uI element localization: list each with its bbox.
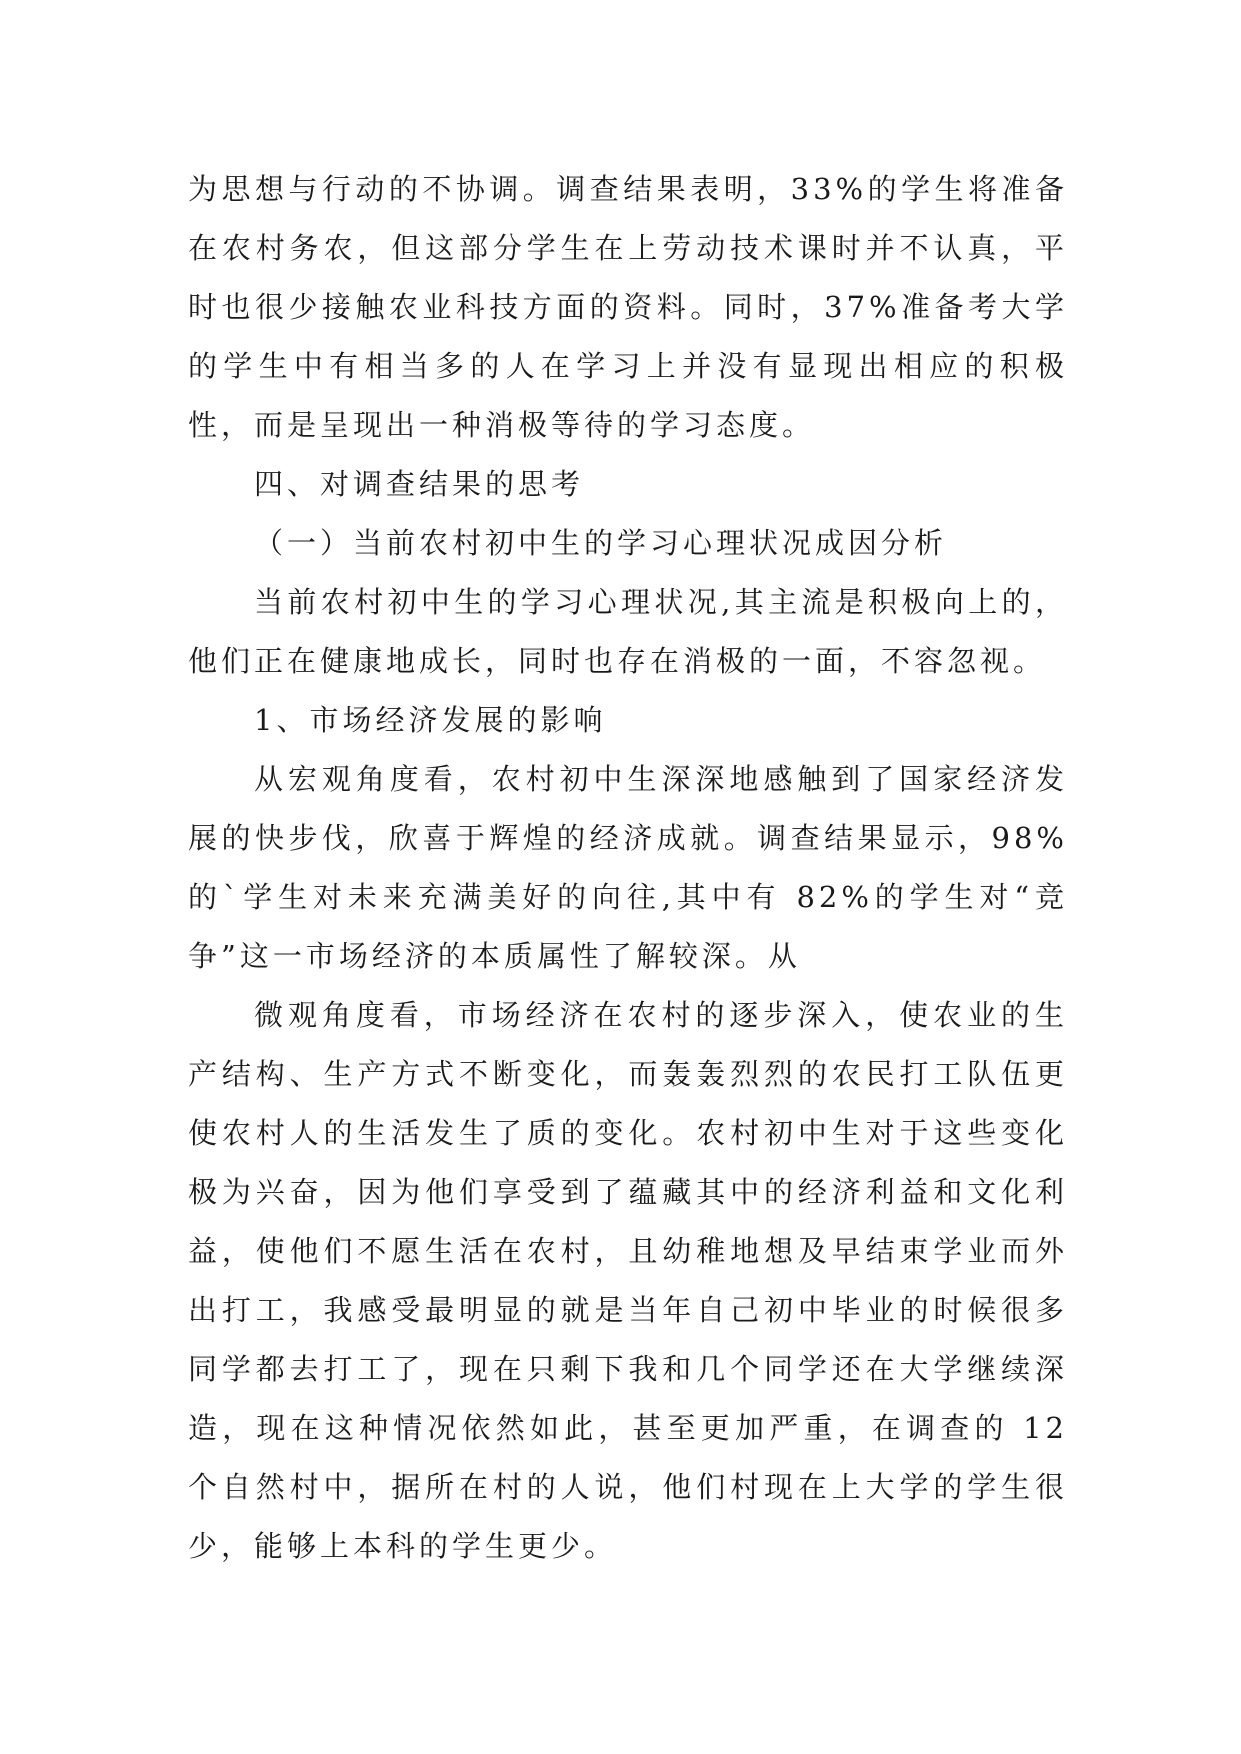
paragraph-micro-perspective: 微观角度看，市场经济在农村的逐步深入，使农业的生产结构、生产方式不断变化，而轰轰烈烈的农民打工队伍更使农村人的生活发生了质的变化。农村初中生对于这些变化极为兴奋，因为他们享受到了蕴藏其中的经济利益和文化利益，使他们不愿生活在农村，且幼稚地想及早结束学业而外出打工，我感受最明显的就是当年自己初中毕业的时候很多同学都去打工了，现在只剩下我和几个同学还在大学继续深造，现在这种情况依然如此，甚至更加严重，在调查的 12个自然村中，据所在村的人说，他们村现在上大学的学生很少，能够上本科的学生更少。 <box>188 998 1068 1563</box>
section-heading-reflection: 四、对调查结果的思考 <box>254 467 585 501</box>
document-body <box>188 160 1068 1576</box>
paragraph-mainstream-positive: 当前农村初中生的学习心理状况,其主流是积极向上的，他们正在健康地成长，同时也存在消极的一面，不容忽视。 <box>188 585 1068 678</box>
paragraph-survey-results: 为思想与行动的不协调。调查结果表明，33%的学生将准备在农村务农，但这部分学生在上劳动技术课时并不认真，平时也很少接触农业科技方面的资料。同时，37%准备考大学的学生中有相当多的人在学习上并没有显现出相应的积极性，而是呈现出一种消极等待的学习态度。 <box>188 172 1068 442</box>
paragraph-macro-perspective: 从宏观角度看，农村初中生深深地感触到了国家经济发展的快步伐，欣喜于辉煌的经济成就。调查结果显示，98%的`学生对未来充满美好的向往,其中有 82%的学生对“竞争”这一市场经济的本质属性了解较深。从 <box>188 762 1068 973</box>
subsection-heading-cause-analysis: （一）当前农村初中生的学习心理状况成因分析 <box>254 526 948 560</box>
item-heading-market-economy: 1、市场经济发展的影响 <box>254 703 607 737</box>
